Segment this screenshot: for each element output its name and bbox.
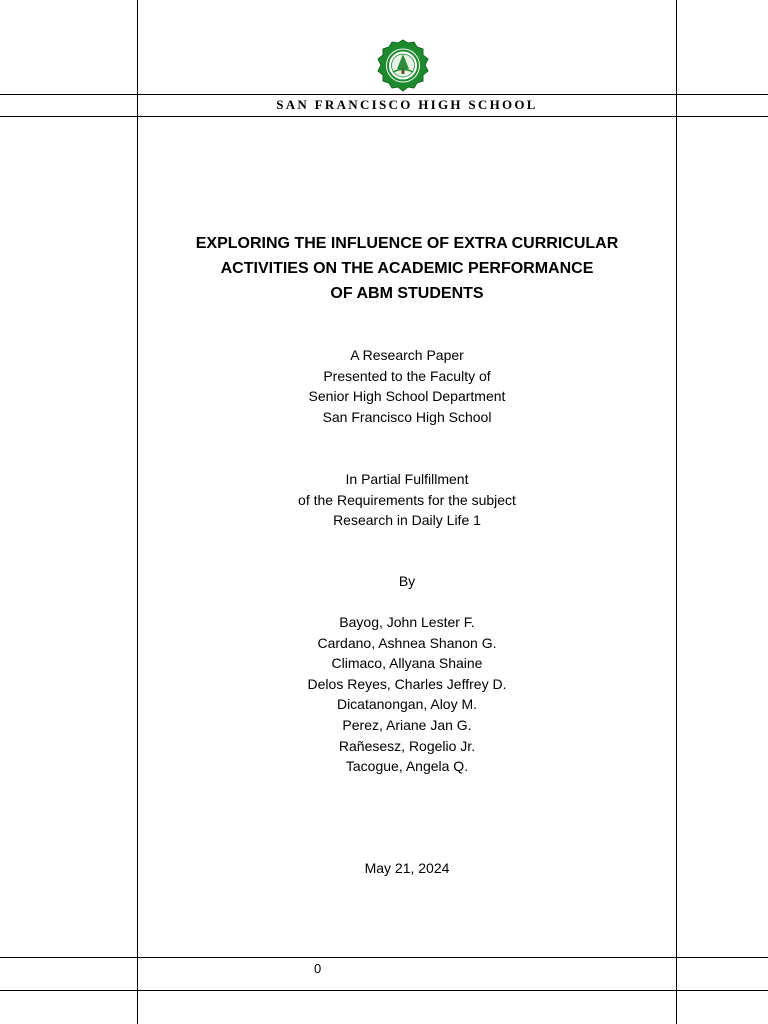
right-border-line	[676, 0, 677, 1024]
author-name: Rañesesz, Rogelio Jr.	[338, 737, 476, 754]
fulfillment-block	[138, 469, 676, 531]
fulfillment-line: Research in Daily Life 1	[333, 512, 481, 529]
title-line: ACTIVITIES ON THE ACADEMIC PERFORMANCE	[220, 260, 594, 277]
footer-top-line	[0, 957, 768, 958]
research-title	[138, 231, 676, 306]
by-label: By	[398, 573, 416, 589]
school-name-header: SAN FRANCISCO HIGH SCHOOL	[276, 97, 538, 112]
page-number: 0	[314, 961, 322, 976]
author-name: Tacogue, Angela Q.	[345, 758, 469, 775]
presentation-line: Senior High School Department	[308, 388, 506, 405]
author-name: Climaco, Allyana Shaine	[331, 655, 483, 672]
header-bottom-line	[0, 116, 768, 117]
presentation-line: A Research Paper	[350, 347, 464, 363]
footer-bottom-line	[0, 990, 768, 991]
fulfillment-line: In Partial Fulfillment	[345, 471, 469, 487]
presentation-line: San Francisco High School	[322, 408, 492, 425]
header-top-line	[0, 94, 768, 95]
presentation-block	[138, 345, 676, 427]
fulfillment-line: of the Requirements for the subject	[298, 491, 516, 508]
submission-date: May 21, 2024	[364, 860, 450, 876]
title-line: OF ABM STUDENTS	[330, 285, 484, 302]
author-name: Delos Reyes, Charles Jeffrey D.	[307, 675, 507, 692]
presentation-line: Presented to the Faculty of	[323, 367, 491, 384]
authors-list	[138, 612, 676, 777]
author-name: Perez, Ariane Jan G.	[342, 716, 472, 733]
author-name: Dicatanongan, Aloy M.	[336, 696, 478, 713]
author-name: Bayog, John Lester F.	[339, 614, 475, 630]
author-name: Cardano, Ashnea Shanon G.	[317, 634, 497, 651]
school-seal-icon	[374, 39, 432, 93]
title-line: EXPLORING THE INFLUENCE OF EXTRA CURRICULAR	[195, 235, 619, 252]
